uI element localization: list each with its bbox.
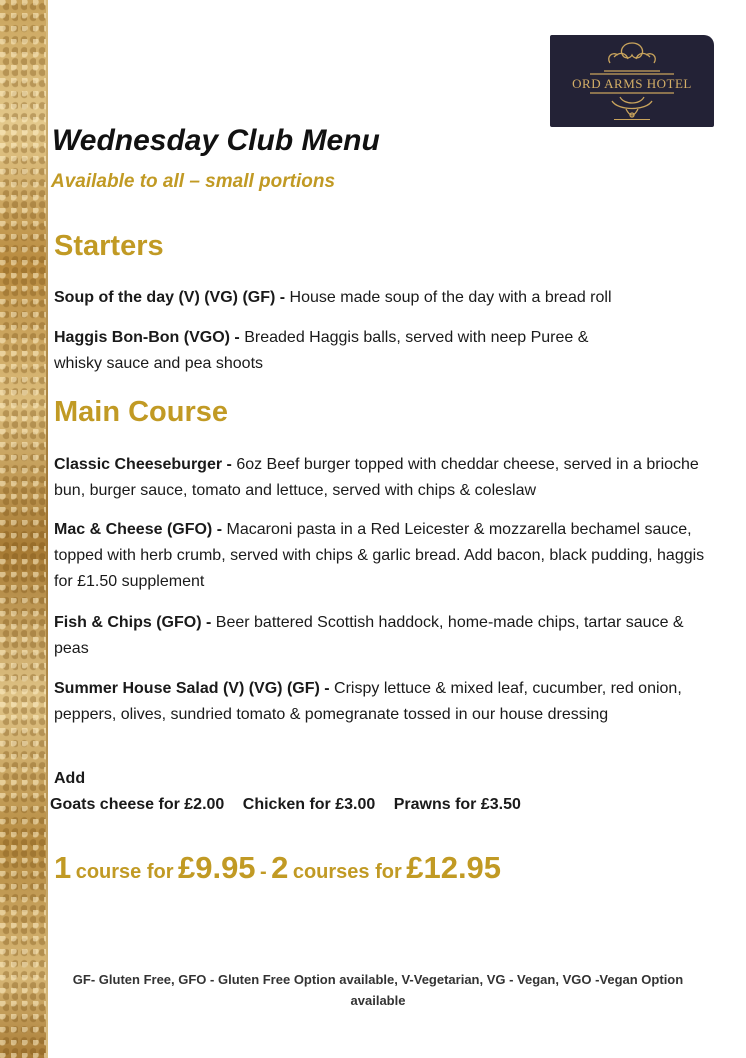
item-name: Summer House Salad (V) (VG) (GF) - (54, 680, 330, 697)
item-description: House made soup of the day with a bread roll (289, 289, 612, 306)
one-course-text: course for (75, 861, 174, 883)
add-heading: Add (54, 770, 86, 787)
two-course-price: £12.95 (406, 850, 502, 885)
add-option-chicken: Chicken for £3.00 (242, 796, 376, 813)
two-course-text: courses for (292, 861, 402, 883)
add-option-goats-cheese: Goats cheese for £2.00 (50, 796, 225, 813)
menu-item (54, 676, 704, 728)
item-name: Mac & Cheese (GFO) - (54, 521, 223, 538)
add-options (50, 796, 535, 814)
dietary-key-footnote: GF- Gluten Free, GFO - Gluten Free Option available, V-Vegetarian, VG - Vegan, VGO -Vegan Option available (72, 972, 684, 1008)
item-description: 6oz Beef burger topped with cheddar cheese, served in a brioche bun, burger sauce, tomato and lettuce, served with chips & coleslaw (54, 456, 699, 499)
one-course-price: £9.95 (177, 850, 256, 885)
menu-item (54, 452, 709, 504)
menu-item (54, 517, 709, 595)
hotel-logo (550, 35, 714, 127)
item-name: Fish & Chips (GFO) - (54, 614, 212, 631)
item-name: Soup of the day (V) (VG) (GF) - (54, 289, 286, 306)
gold-border-strip (0, 0, 46, 1058)
add-option-prawns: Prawns for £3.50 (393, 796, 521, 813)
item-description: Crispy lettuce & mixed leaf, cucumber, red onion, peppers, olives, sundried tomato & pomegranate tossed in our house dressing (54, 680, 682, 723)
item-description: Breaded Haggis balls, served with neep Puree & whisky sauce and pea shoots (54, 329, 589, 372)
menu-subtitle: Available to all – small portions (51, 171, 336, 192)
item-description: Beer battered Scottish haddock, home-made chips, tartar sauce & peas (54, 614, 684, 657)
item-name: Haggis Bon-Bon (VGO) - (54, 329, 240, 346)
menu-item (54, 610, 694, 662)
logo-text: ORD ARMS HOTEL (572, 76, 692, 91)
menu-title: Wednesday Club Menu (52, 124, 380, 157)
price-separator: - (260, 861, 267, 883)
menu-item (54, 325, 629, 377)
menu-item (54, 285, 714, 311)
two-course-number: 2 (271, 850, 289, 885)
main-course-heading: Main Course (54, 396, 229, 428)
item-name: Classic Cheeseburger - (54, 456, 232, 473)
starters-heading: Starters (54, 230, 164, 262)
price-line (54, 850, 501, 886)
one-course-number: 1 (54, 850, 72, 885)
item-description: Macaroni pasta in a Red Leicester & mozzarella bechamel sauce, topped with herb crumb, served with chips & garlic bread. Add bacon, black pudding, haggis for £1.50 supplement (54, 521, 705, 590)
